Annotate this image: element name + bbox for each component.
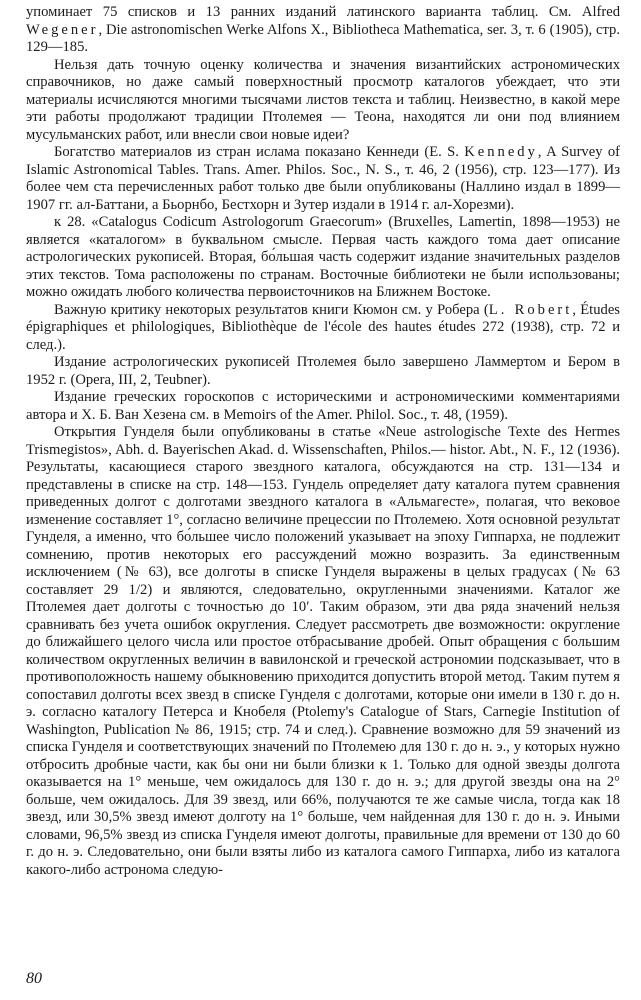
- text-run: к 28. «Catalogus Codicum Astrologorum Graecorum» (Bruxelles, Lamertin, 1898—1953) не является «каталогом» в буквальном смысле. Первая часть каждого тома дает описание астрологических рукописей. Вторая, бо́льшая часть содержит издание значительных разделов этих текстов. Тома расположены по странам. Восточные библиотеки не были использованы; можно ожидать любого количества первоисточников на Ближнем Востоке.: [26, 214, 620, 300]
- author-name: Kennedy: [464, 144, 538, 160]
- paragraph: [26, 57, 620, 145]
- author-name: Wegener: [26, 21, 99, 38]
- paragraph: [26, 389, 620, 424]
- text-run: Важную критику некоторых результатов книги Кюмон см. у Робера (: [54, 301, 489, 318]
- author-name: L. Robert: [488, 301, 573, 318]
- text-run: Издание греческих гороскопов с историческими и астрономическими комментариями автора и Х. Б. Ван Хезена см. в Memoirs of the Amer. Philol. Soc., т. 48, (1959).: [26, 389, 620, 423]
- text-run: , Die astronomischen Werke Alfons X., Bibliotheca Mathematica, ser. 3, т. 6 (1905), стр. 129—185.: [26, 21, 620, 55]
- paragraph: [26, 302, 620, 355]
- paragraph: [26, 144, 620, 214]
- paragraph: [26, 214, 620, 302]
- body-text: [26, 4, 620, 879]
- text-run: , Études épigraphiques et philologiques, Bibliothèque de l'école des hautes études 272 (1938), стр. 72 и след.).: [26, 301, 620, 353]
- paragraph: [26, 4, 620, 57]
- text-run: Богатство материалов из стран ислама показано Кеннеди (E. S.: [54, 144, 465, 160]
- text-run: Открытия Гунделя были опубликованы в статье «Neue astrologische Texte des Hermes Trismegistos», Abh. d. Bayerischen Akad. d. Wissenschaften, Philos.— histor. Abt., N. F., 12 (1936). Результаты, касающиеся старого звездного каталога, обсуждаются на стр. 131—134 и представлены в списке на стр. 148—153. Гундель определяет дату каталога путем сравнения приведенных долгот с долготами звездного каталога в «Альмагесте», полагая, что вековое изменение составляет 1°, согласно величине прецессии по Птолемею. Хотя основной результат Гунделя, а именно, что бо́льшее число положений указывает на эпоху Гиппарха, не подлежит сомнению, против некоторых его рассуждений можно возразить. За единственным исключением (№ 63), все долготы в списке Гунделя выражены в целых градусах (№ 63 составляет 29 1/2) и являются, следовательно, округленными значениями. Каталог же Птолемея дает долготы с точностью до 10′. Таким образом, эти два ряда значений нельзя сравнивать без учета ошибок округления. Следует рассмотреть две возможности: округление до ближайшего целого числа или простое отбрасывание дробей. Опыт обращения с большим количеством округленных величин в вавилонской и греческой астрономии подсказывает, что в противоположность нашему обыкновению приходится допустить второй метод. Таким путем я сопоставил долготы всех звезд в списке Гунделя с долготами, которые они имели в 130 г. до н. э. согласно каталогу Петерса и Кнобеля (Ptolemy's Catalogue of Stars, Carnegie Institution of Washington, Publication № 86, 1915; стр. 74 и след.). Сравнение возможно для 59 значений из списка Гунделя и соответствующих значений по Птолемею для 130 г. до н. э., у которых нужно отбросить дробные части, как бы они ни были близки к 1. Только для одной звезды долгота оказывается на 1° меньше, чем ожидалось для 130 г. до н. э.; для другой звезды она на 2° больше, чем ожидалось. Для 39 звезд, или 66%, получаются те же самые числа, тогда как 18 звезд, или 30,5% звезд имеют долготу на 1° больше, чем найденная для 130 г. до н. э. Иными словами, 96,5% звезд из списка Гунделя имеют долготы, правильные для времени от 130 до 60 г. до н. э. Следовательно, они были взяты либо из каталога самого Гиппарха, либо из каталога какого-либо астронома следую-: [26, 424, 620, 878]
- text-run: Издание астрологических рукописей Птолемея было завершено Ламмертом и Бером в 1952 г. (Opera, III, 2, Teubner).: [26, 354, 620, 388]
- text-run: упоминает 75 списков и 13 ранних изданий латинского варианта таблиц. См. Alfred: [26, 4, 620, 20]
- page-number: 80: [26, 970, 42, 987]
- text-run: Нельзя дать точную оценку количества и значения византийских астрономических справочников, но даже самый поверхностный просмотр каталогов убеждает, что эти материалы исчисляются многими тысячами листов текста и таблиц. Неизвестно, в какой мере эти работы продолжают традиции Птолемея — Теона, находятся ли они под влиянием мусульманских работ, или внесли свои новые идеи?: [26, 56, 620, 143]
- paragraph: [26, 354, 620, 389]
- paragraph: [26, 424, 620, 879]
- text-run: , A Survey of Islamic Astronomical Tables. Trans. Amer. Philos. Soc., N. S., т. 46, 2 (1956), стр. 123—177). Из более чем ста перечисленных работ только две были опубликованы (Наллино издал в 1899—1907 гг. ал-Баттани, а Бьорнбо, Бестхорн и Зутер издали в 1914 г. ал-Хорезми).: [26, 144, 620, 213]
